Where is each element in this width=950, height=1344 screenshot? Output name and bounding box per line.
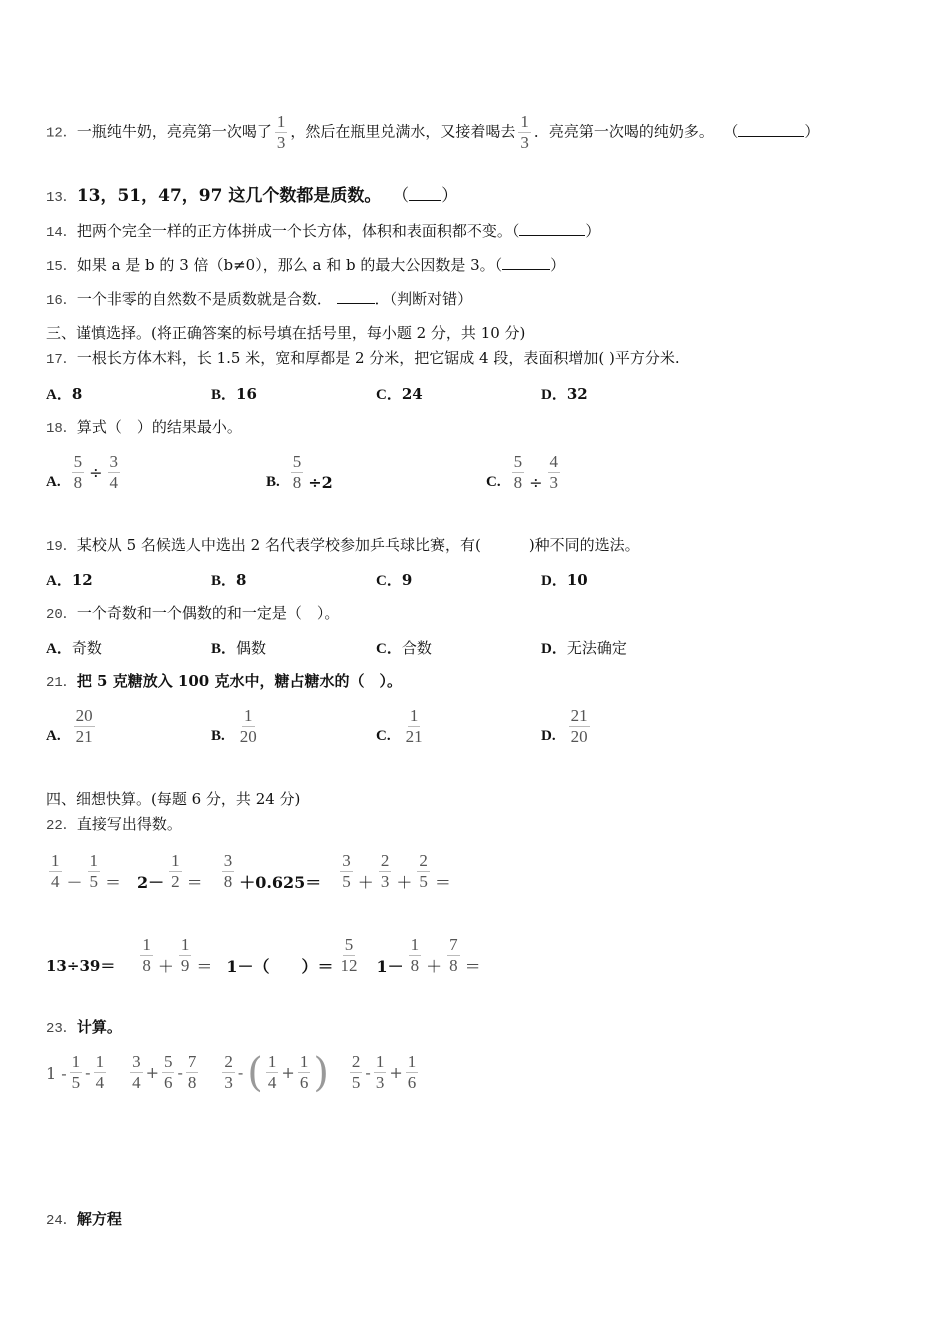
question-text: )种不同的选法。 xyxy=(528,536,640,554)
fraction: $\frac{4}{3}$ xyxy=(549,452,558,492)
fraction: $\frac{21}{20}$ xyxy=(570,706,588,746)
fraction: $\frac{5}{8}$ xyxy=(73,452,83,492)
question-14 xyxy=(46,221,600,243)
option-c[interactable]: C．24 xyxy=(376,385,423,403)
paren-open: （ xyxy=(723,122,739,141)
answer-blank[interactable] xyxy=(337,291,375,304)
expression: 1－ $\frac{1}{8}$ ＋ $\frac{7}{8}$ ＝ xyxy=(376,935,481,976)
fraction: $\frac{5}{8}$ xyxy=(292,452,302,492)
answer-blank[interactable] xyxy=(502,257,550,270)
section-4-title: 四、细想快算。(每题 6 分，共 24 分) xyxy=(46,790,301,808)
question-13 xyxy=(46,186,458,208)
answer-blank[interactable] xyxy=(738,124,804,137)
calc-row xyxy=(46,1049,421,1096)
fraction: $\frac{3}{4}$ xyxy=(109,452,118,492)
question-text: 如果 a 是 b 的 3 倍（b≠0），那么 a 和 b 的最大公因数是 3。 xyxy=(76,256,495,274)
option-a[interactable]: A．8 xyxy=(46,385,83,403)
question-text: ，然后在瓶里兑满水，又接着喝去 xyxy=(290,122,516,141)
question-18 xyxy=(46,417,242,439)
question-number: 22． xyxy=(46,818,77,834)
fraction: $\frac{5}{8}$ xyxy=(513,452,523,492)
question-number: 12． xyxy=(46,125,77,142)
question-number: 17． xyxy=(46,352,77,368)
option-b[interactable]: B. $\frac{5}{8}$ ÷2 xyxy=(266,452,333,492)
question-number: 20． xyxy=(46,607,77,623)
paren-open: （ xyxy=(392,186,410,206)
expression: $\frac{1}{8}$ ＋ $\frac{1}{9}$ ＝ xyxy=(142,935,213,976)
question-text: 计算。 xyxy=(76,1018,122,1036)
expression: 1－（ ）＝ $\frac{5}{12}$ xyxy=(226,935,358,976)
fraction: $\frac{1}{20}$ xyxy=(239,706,257,746)
fraction: $\frac{1}{3}$ xyxy=(520,112,529,152)
expression: $\frac{3}{4}$ + $\frac{5}{6}$ - $\frac{7}{8}$ xyxy=(132,1052,197,1092)
paren-close: ） xyxy=(804,122,820,141)
paren-close: ） xyxy=(550,256,566,274)
expression-row-2 xyxy=(46,934,483,977)
question-17 xyxy=(46,348,680,370)
question-23 xyxy=(46,1017,122,1039)
question-15 xyxy=(46,255,565,277)
paren-close: ） xyxy=(585,222,601,240)
question-text: 把 5 克糖放入 100 克水中，糖占糖水的（ ）。 xyxy=(76,672,402,690)
option-c[interactable]: C．合数 xyxy=(376,639,432,657)
question-text: 把两个完全一样的正方体拼成一个长方体，体积和表面积都不变。 xyxy=(76,222,512,240)
expression: 13÷39＝ xyxy=(46,957,116,975)
question-16 xyxy=(46,289,472,311)
question-text: 13，51，47，97 这几个数都是质数。 xyxy=(76,186,382,206)
question-19 xyxy=(46,535,640,557)
expression: $\frac{2}{3}$ - ( $\frac{1}{4}$ + $\frac{1}{6}$ ) xyxy=(224,1049,329,1096)
expression: 1 - $\frac{1}{5}$ - $\frac{1}{4}$ xyxy=(46,1052,105,1092)
expression-row-1 xyxy=(46,850,453,893)
question-number: 13． xyxy=(46,190,77,206)
option-a[interactable]: A．12 xyxy=(46,571,93,589)
option-d[interactable]: D．32 xyxy=(541,385,588,403)
expression: $\frac{1}{4}$ － $\frac{1}{5}$ ＝ xyxy=(51,851,122,892)
question-text: 一个非零的自然数不是质数就是合数． xyxy=(76,290,332,308)
fraction: $\frac{1}{21}$ xyxy=(405,706,423,746)
question-number: 24． xyxy=(46,1213,77,1229)
section-3-title: 三、谨慎选择。(将正确答案的标号填在括号里，每小题 2 分，共 10 分) xyxy=(46,324,526,342)
option-c[interactable]: C. $\frac{5}{8}$ ÷ $\frac{4}{3}$ xyxy=(486,452,558,492)
question-number: 21． xyxy=(46,675,77,691)
expression: $\frac{3}{8}$ ＋0.625＝ xyxy=(223,851,322,892)
question-21 xyxy=(46,671,402,693)
question-text: 算式（ ）的结果最小。 xyxy=(76,418,242,436)
question-text: 一瓶纯牛奶，亮亮第一次喝了 xyxy=(76,122,272,141)
question-number: 16． xyxy=(46,293,77,309)
question-24 xyxy=(46,1209,122,1231)
option-a[interactable]: A. $\frac{20}{21}$ xyxy=(46,706,93,746)
option-d[interactable]: D．无法确定 xyxy=(541,639,627,657)
fraction: $\frac{20}{21}$ xyxy=(75,706,93,746)
option-b[interactable]: B．16 xyxy=(211,385,257,403)
question-20 xyxy=(46,603,339,625)
question-number: 18． xyxy=(46,421,77,437)
paren-open: （ xyxy=(494,256,503,274)
option-a[interactable]: A. $\frac{5}{8}$ ÷ $\frac{3}{4}$ xyxy=(46,452,118,492)
paren-open: （ xyxy=(511,222,520,240)
option-b[interactable]: B．8 xyxy=(211,571,247,589)
option-d[interactable]: D．10 xyxy=(541,571,588,589)
question-number: 15． xyxy=(46,259,77,275)
question-text: 某校从 5 名候选人中选出 2 名代表学校参加乒乓球比赛，有( xyxy=(76,536,481,554)
question-text: 一个奇数和一个偶数的和一定是（ ）。 xyxy=(76,604,340,622)
expression: 2－ $\frac{1}{2}$ ＝ xyxy=(137,851,203,892)
option-a[interactable]: A．奇数 xyxy=(46,639,102,657)
option-c[interactable]: C. $\frac{1}{21}$ xyxy=(376,706,423,746)
question-22 xyxy=(46,814,182,836)
question-suffix: ．（判断对错） xyxy=(374,290,473,308)
question-text: 直接写出得数。 xyxy=(76,815,182,833)
expression: $\frac{3}{5}$ ＋ $\frac{2}{3}$ ＋ $\frac{2}{5}$ ＝ xyxy=(342,851,451,892)
fraction: $\frac{1}{3}$ xyxy=(276,112,286,152)
option-d[interactable]: D. $\frac{21}{20}$ xyxy=(541,706,588,746)
question-text: 解方程 xyxy=(76,1210,122,1228)
expression: $\frac{2}{5}$ - $\frac{1}{3}$ + $\frac{1}{6}$ xyxy=(351,1052,417,1092)
question-12 xyxy=(46,112,819,153)
option-b[interactable]: B．偶数 xyxy=(211,639,267,657)
question-text: ．亮亮第一次喝的纯奶多。 xyxy=(533,122,714,141)
option-c[interactable]: C．9 xyxy=(376,571,413,589)
question-number: 14． xyxy=(46,225,77,241)
question-number: 19． xyxy=(46,539,77,555)
question-number: 23． xyxy=(46,1021,77,1037)
paren-close: ） xyxy=(441,186,459,206)
answer-blank[interactable] xyxy=(519,223,585,236)
question-text: 一根长方体木料，长 1.5 米，宽和厚都是 2 分米，把它锯成 4 段，表面积增加( )平方分米. xyxy=(76,349,680,367)
answer-blank[interactable] xyxy=(409,188,441,201)
option-b[interactable]: B. $\frac{1}{20}$ xyxy=(211,706,257,746)
